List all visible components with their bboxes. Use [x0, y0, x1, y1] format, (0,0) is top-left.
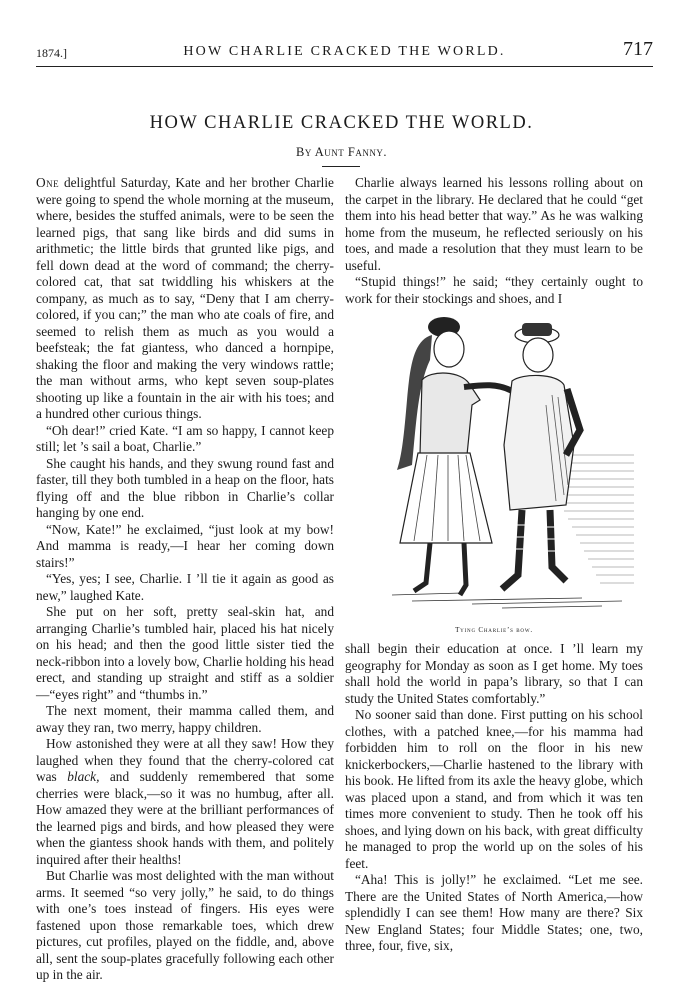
illustration-kate-and-charlie: [352, 305, 636, 615]
paragraph-text: delightful Saturday, Kate and her brother Charlie were going to spend the whole morning at the museum, where, besides the stuffed animals, were to be seen the learned pigs, that sang like birds and did sums in arithmetic; the little birds that grunted like pigs, and fell down dead at the word of command; the cherry-colored cat, that sat twiddling his whiskers at the company, as much as to say, “Deny that I am cherry-colored, if you can;” the man who ate coals of fire, and seemed to relish them as much as you would a beefsteak; the fat giantess, who danced a hornpipe, shaking the floor and making the very windows rattle; the man without arms, who kept seven soup-plates shooting up like a fountain in the air with his toes; and a hundred other curious things.: [36, 175, 334, 421]
kate-leg-right: [460, 543, 466, 595]
paragraph: [36, 175, 334, 423]
right-column-bottom: [345, 641, 643, 955]
right-column-top: [345, 175, 643, 307]
title-divider: [322, 166, 360, 167]
paragraph: [36, 736, 334, 868]
paragraph: But Charlie was most delighted with the man without arms. It seemed “so very jolly,” he said, to do things with one’s toes instead of fingers. His eyes were fastened upon those remarkable toes, which drew pictures, cut profiles, played on the fiddle, and, above all, sent the soup-plates gracefully following each other up in the air.: [36, 868, 334, 982]
paragraph: No sooner said than done. First putting on his school clothes, with a patched knee,—for his mamma had forbidden him to roll on the floor in his new knickerbockers,—Charlie hastened to the library with his book. He lifted from its axle the heavy globe, which was placed upon a stand, and from which it was ten times more convenient to study. Then he took off his shoes, and lying down on his back, with great difficulty he managed to prop the world up on the soles of his feet.: [345, 707, 643, 871]
running-head-year: 1874.]: [36, 46, 67, 60]
ground-shading: [392, 593, 622, 608]
paragraph-text: How astonished they were at all they saw! How they laughed when they found that the cherry-colored cat was: [36, 736, 334, 784]
paragraph: “Stupid things!” he said; “they certainly ought to work for their stockings and shoes, and I: [345, 274, 643, 306]
paragraph-text: and suddenly remembered that some cherries were black,—so it was no humbug, after all. How amazed they were at the brilliant performances of the learned pigs and birds, and how pleased they were when the giantess shook hands with them, and politely inquired after their healths!: [36, 769, 334, 867]
paragraph: Charlie always learned his lessons rolling about on the carpet in the library. He declared that he could “get them into his head better that way.” As he was walking home from the museum, he reflected seriously on his toes, and made a resolution that they must learn to be useful.: [345, 175, 643, 273]
page-number: 717: [623, 38, 653, 60]
paragraph: shall begin their education at once. I ’ll learn my geography for Monday as soon as I get home. My toes shall hold the world in papa’s library, so that I can study the United States comfortably.”: [345, 641, 643, 706]
illustration-caption: Tying Charlie’s bow.: [455, 626, 533, 634]
charlie-face: [523, 338, 553, 372]
charlie-hat-crown: [522, 323, 552, 336]
drop-lead-word: One: [36, 175, 60, 190]
article-title: HOW CHARLIE CRACKED THE WORLD.: [149, 113, 534, 133]
article-byline: By Aunt Fanny.: [296, 145, 387, 159]
paragraph: “Yes, yes; I see, Charlie. I ’ll tie it again as good as new,” laughed Kate.: [36, 571, 334, 603]
paragraph: “Now, Kate!” he exclaimed, “just look at my bow! And mamma is ready,—I hear her coming down stairs!”: [36, 521, 334, 570]
charlie-leg-right: [550, 510, 566, 581]
running-head: [36, 38, 653, 67]
paragraph: “Aha! This is jolly!” he exclaimed. “Let me see. There are the United States of North America,—how splendidly I can see them! How many are there? Six New England States; four Middle States; one, two, three, four, five, six,: [345, 872, 643, 953]
paragraph: She put on her soft, pretty seal-skin hat, and arranging Charlie’s tumbled hair, placed his hat nicely on his head; and then the good little sister tied the neck-ribbon into a lovely bow, Charlie holding his head erect, and standing up straight and stiff as a soldier—“eyes right” and “thumbs in.”: [36, 604, 334, 702]
left-column: [36, 175, 334, 984]
emphasis-text: black,: [67, 769, 100, 784]
paragraph: “Oh dear!” cried Kate. “I am so happy, I cannot keep still; let ’s sail a boat, Charlie.”: [36, 422, 334, 454]
paragraph: She caught his hands, and they swung round fast and faster, till they both tumbled in a heap on the floor, hats flying off and the blue ribbon in Charlie’s collar hanging by one end.: [36, 455, 334, 520]
paragraph: The next moment, their mamma called them, and away they ran, two merry, happy children.: [36, 703, 334, 735]
kate-face: [434, 331, 464, 367]
running-head-title: HOW CHARLIE CRACKED THE WORLD.: [183, 44, 506, 59]
kate-leg-left: [414, 543, 430, 591]
